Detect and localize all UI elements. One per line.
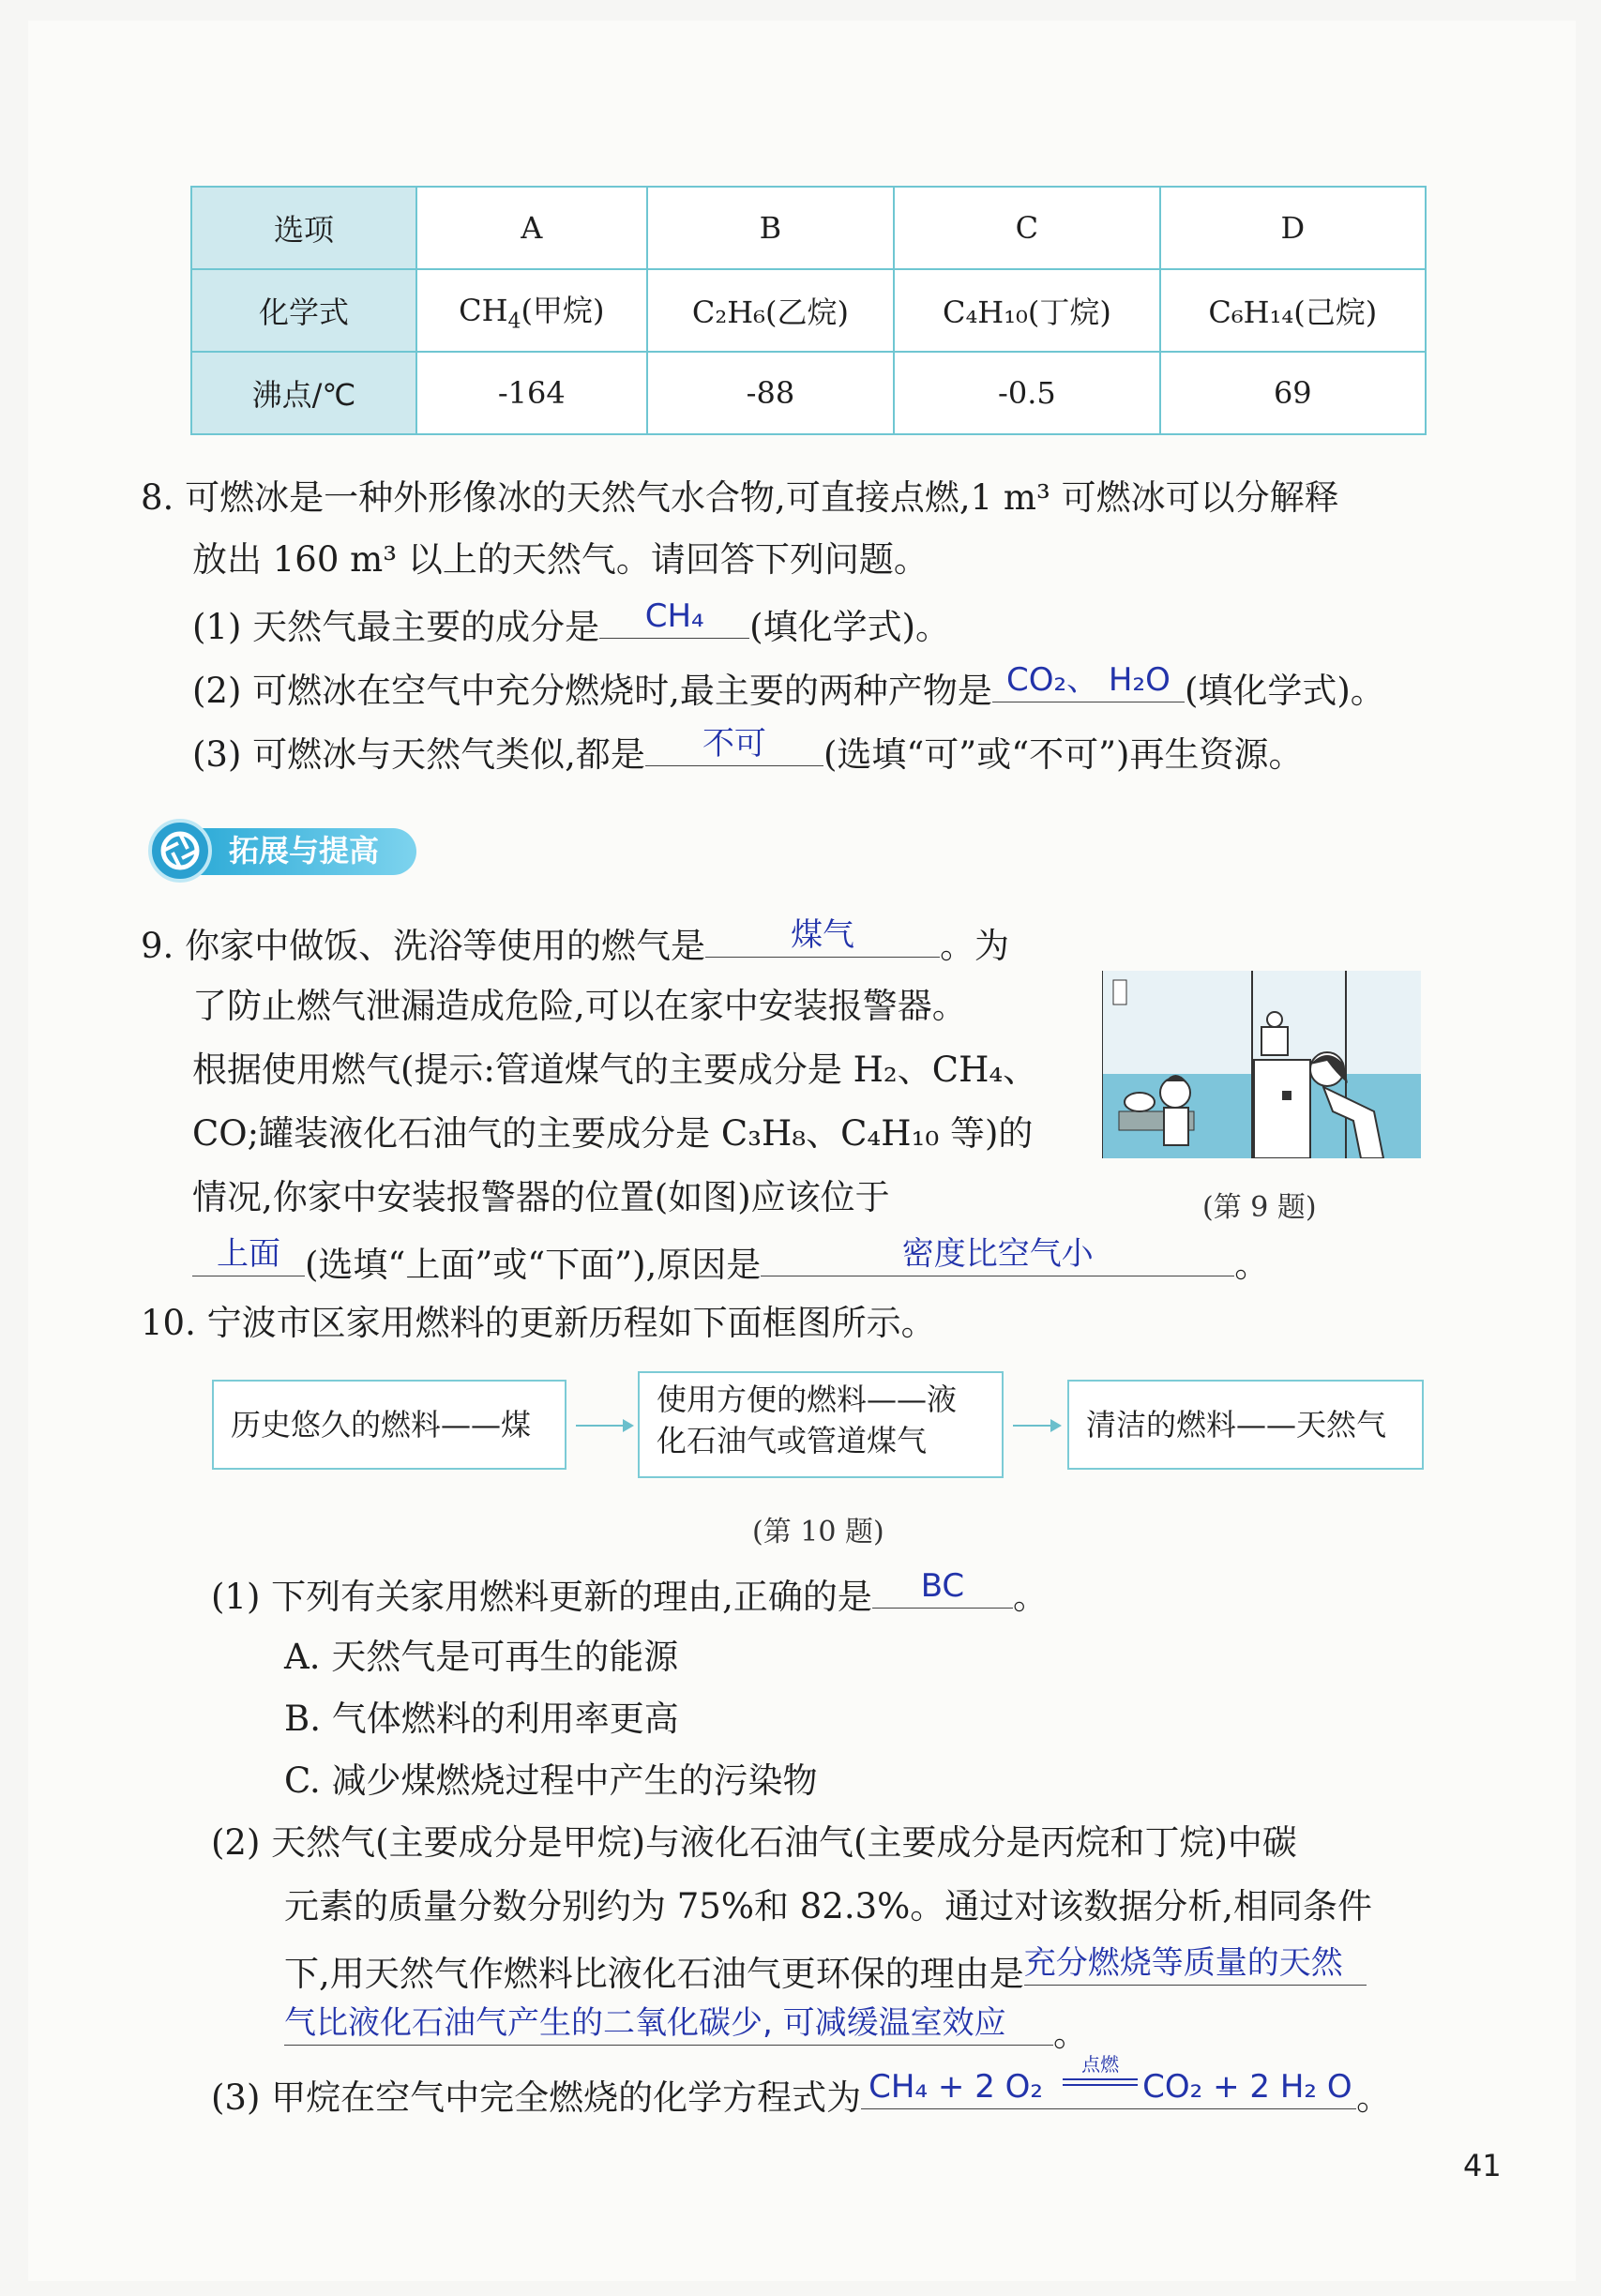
q8-part2: [192, 661, 1385, 715]
q10-part1: [211, 1567, 1048, 1621]
q8-part1-suffix: (填化学式)。: [749, 607, 951, 647]
table-row: [191, 269, 1426, 352]
row-header: 沸点/℃: [191, 352, 416, 434]
formula-subscript: 4: [507, 310, 521, 334]
answer-blank[interactable]: [645, 725, 823, 766]
table-cell: C: [894, 187, 1159, 269]
answer-text: 气比液化石油气产生的二氧化碳少, 可减缓温室效应: [284, 2004, 1006, 2042]
q8-part1: [192, 597, 951, 651]
formula-name: (丁烷): [1027, 295, 1111, 330]
answer-blank[interactable]: [192, 1235, 305, 1276]
q8-part2-text: (2) 可燃冰在空气中充分燃烧时,最主要的两种产物是: [192, 671, 992, 711]
equals-line: [1063, 2078, 1138, 2080]
formula: C₄H₁₀: [942, 295, 1028, 330]
formula: C₆H₁₄: [1208, 295, 1294, 330]
aperture-icon: [148, 819, 212, 883]
q9-line6: [192, 1235, 1270, 1289]
flow-arrow: [1013, 1425, 1060, 1427]
q9-line3: 根据使用燃气(提示:管道煤气的主要成分是 H₂、CH₄、: [192, 1050, 1038, 1090]
equation-reactants: CH₄ + 2 O₂: [868, 2068, 1044, 2106]
flow-box-lpg-line1: 使用方便的燃料——液: [657, 1382, 958, 1417]
q10-caption: (第 10 题): [752, 1516, 884, 1548]
answer-text: 充分燃烧等质量的天然: [1023, 1944, 1343, 1982]
table-cell: A: [416, 187, 647, 269]
table-cell: 69: [1160, 352, 1426, 434]
table-cell: -0.5: [894, 352, 1159, 434]
reaction-condition: 点燃: [1081, 2053, 1120, 2076]
equals-line: [1063, 2084, 1138, 2086]
answer-blank[interactable]: [284, 2004, 1053, 2046]
q8-part3-text: (3) 可燃冰与天然气类似,都是: [192, 734, 645, 775]
q9-caption: (第 9 题): [1202, 1191, 1317, 1224]
answer-blank[interactable]: [1023, 1944, 1367, 1986]
flow-arrow: [576, 1425, 632, 1427]
answer-text: BC: [920, 1567, 965, 1605]
answer-blank[interactable]: [705, 916, 940, 958]
q10-part2-line3: [284, 1944, 1367, 1998]
q9-line5: 情况,你家中安装报警器的位置(如图)应该位于: [192, 1177, 890, 1217]
answer-blank[interactable]: [599, 597, 749, 639]
q10-part2-line1: (2) 天然气(主要成分是甲烷)与液化石油气(主要成分是丙烷和丁烷)中碳: [211, 1822, 1297, 1863]
q10-part3-text: (3) 甲烷在空气中完全燃烧的化学方程式为: [211, 2077, 862, 2118]
boiling-point-table: [190, 186, 1427, 435]
q9-line1-suffix: 。为: [940, 926, 1010, 966]
q8-part2-suffix: (填化学式)。: [1184, 671, 1385, 711]
gas-alarm-illustration: [1102, 971, 1421, 1158]
table-row: [191, 187, 1426, 269]
page-number: 41: [1463, 2148, 1502, 2183]
table-cell: [647, 269, 895, 352]
q8-line2: 放出 160 m³ 以上的天然气。请回答下列问题。: [192, 539, 929, 580]
q9-line1: [141, 916, 1010, 970]
q9-line6-suffix: 。: [1234, 1245, 1270, 1285]
table-cell: [894, 269, 1159, 352]
q9-line6-text: (选填“上面”或“下面”),原因是: [305, 1245, 762, 1285]
flow-box-natural-gas: 清洁的燃料——天然气: [1067, 1380, 1424, 1470]
table-cell: -164: [416, 352, 647, 434]
table-row: [191, 352, 1426, 434]
q10-part2-line4: [284, 2004, 1088, 2058]
formula-name: (己烷): [1293, 295, 1378, 330]
q8-part3: [192, 725, 1304, 778]
option-b: B. 气体燃料的利用率更高: [284, 1699, 679, 1739]
equation-blank[interactable]: [861, 2053, 1356, 2109]
q10-part1-text: (1) 下列有关家用燃料更新的理由,正确的是: [211, 1577, 872, 1617]
table-cell: [416, 269, 647, 352]
section-title: 拓展与提高: [229, 833, 380, 869]
option-a: A. 天然气是可再生的能源: [284, 1637, 679, 1677]
q8-line1: 8. 可燃冰是一种外形像冰的天然气水合物,可直接点燃,1 m³ 可燃冰可以分解释: [141, 477, 1339, 518]
flow-box-lpg-line2: 化石油气或管道煤气: [657, 1423, 928, 1458]
row-header: 化学式: [191, 269, 416, 352]
formula-name: (甲烷): [521, 293, 605, 329]
q10-part1-suffix: 。: [1012, 1577, 1048, 1617]
row-header: 选项: [191, 187, 416, 269]
q10-part2-suffix: 。: [1053, 2014, 1088, 2054]
answer-text: 上面: [217, 1235, 280, 1273]
answer-text: 密度比空气小: [901, 1235, 1094, 1273]
option-c: C. 减少煤燃烧过程中产生的污染物: [284, 1760, 818, 1801]
section-banner: [148, 819, 416, 883]
answer-text: CH₄: [644, 597, 704, 635]
table-cell: -88: [647, 352, 895, 434]
q10-part2-line2: 元素的质量分数分别约为 75%和 82.3%。通过对该数据分析,相同条件: [284, 1886, 1373, 1926]
q9-line4: CO;罐装液化石油气的主要成分是 C₃H₈、C₄H₁₀ 等)的: [192, 1113, 1034, 1154]
formula-name: (乙烷): [764, 295, 849, 330]
q8-part3-suffix: (选填“可”或“不可”)再生资源。: [823, 734, 1304, 775]
answer-blank[interactable]: [992, 661, 1185, 702]
flow-box-lpg: [638, 1371, 1004, 1478]
table-cell: D: [1160, 187, 1426, 269]
table-cell: B: [647, 187, 895, 269]
q10-part3: [211, 2053, 1392, 2122]
answer-blank[interactable]: [872, 1567, 1013, 1609]
q10-title: 10. 宁波市区家用燃料的更新历程如下面框图所示。: [141, 1303, 936, 1343]
q8-part1-text: (1) 天然气最主要的成分是: [192, 607, 600, 647]
q10-part3-suffix: 。: [1356, 2077, 1392, 2118]
answer-blank[interactable]: [761, 1235, 1234, 1276]
answer-text: CO₂、 H₂O: [1005, 661, 1171, 699]
equation-products: CO₂ + 2 H₂ O: [1142, 2068, 1352, 2106]
formula: C₂H₆: [691, 295, 765, 330]
answer-text: 煤气: [791, 916, 855, 954]
answer-text: 不可: [702, 725, 766, 763]
q9-line2: 了防止燃气泄漏造成危险,可以在家中安装报警器。: [192, 986, 967, 1026]
q9-line1-text: 9. 你家中做饭、洗浴等使用的燃气是: [141, 926, 706, 966]
flow-box-coal: 历史悠久的燃料——煤: [212, 1380, 566, 1470]
formula: CH: [459, 293, 508, 329]
q10-part2-line3-text: 下,用天然气作燃料比液化石油气更环保的理由是: [284, 1954, 1024, 1994]
table-cell: [1160, 269, 1426, 352]
